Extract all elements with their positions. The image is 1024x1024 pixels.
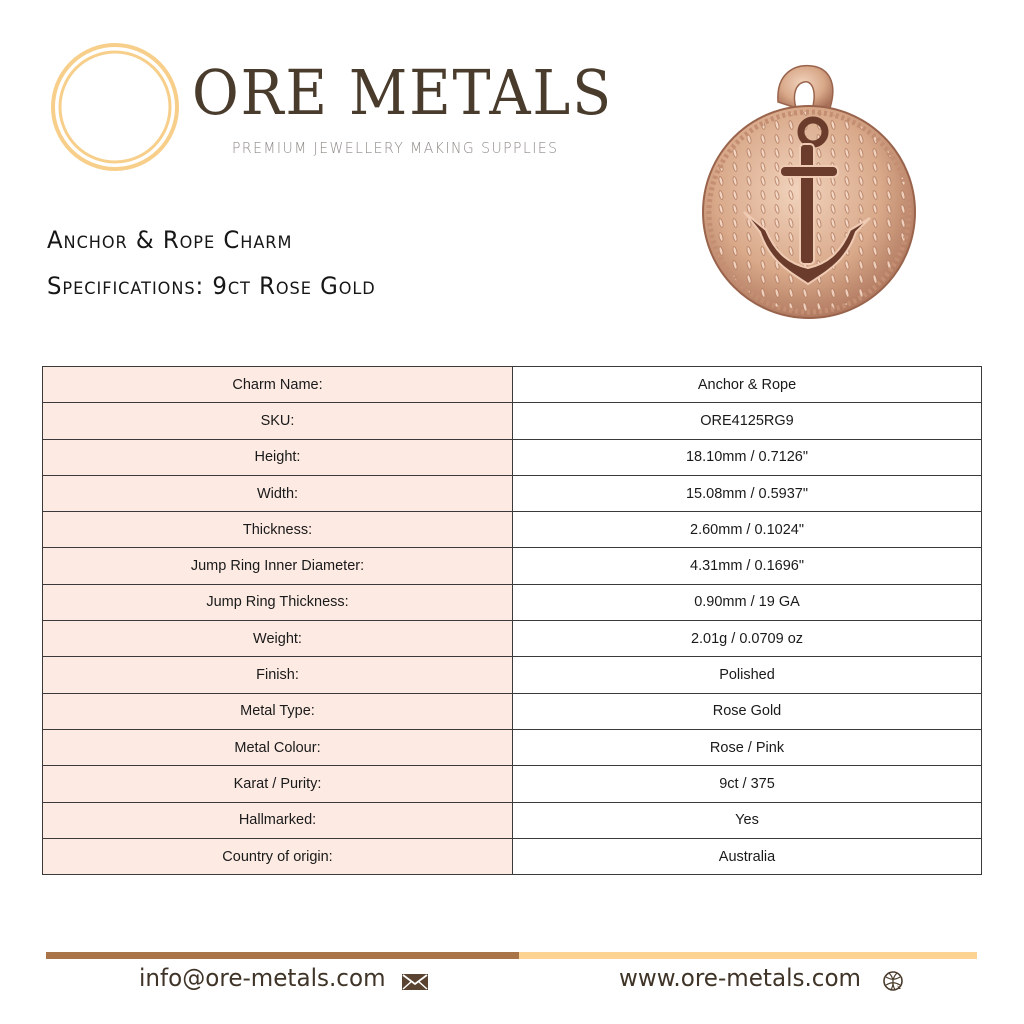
spec-value: 2.01g / 0.0709 oz bbox=[513, 621, 982, 657]
spec-value: 15.08mm / 0.5937" bbox=[513, 475, 982, 511]
table-row bbox=[43, 693, 982, 729]
table-row bbox=[43, 621, 982, 657]
footer-bar-dark bbox=[46, 952, 519, 959]
table-row bbox=[43, 838, 982, 874]
spec-label: Metal Type: bbox=[43, 693, 513, 729]
spec-label: Hallmarked: bbox=[43, 802, 513, 838]
table-row bbox=[43, 512, 982, 548]
spec-value: ORE4125RG9 bbox=[513, 403, 982, 439]
spec-value: 4.31mm / 0.1696" bbox=[513, 548, 982, 584]
spec-label: Thickness: bbox=[43, 512, 513, 548]
table-row bbox=[43, 403, 982, 439]
spec-label: Height: bbox=[43, 439, 513, 475]
email-link[interactable]: info@ore-metals.com bbox=[139, 964, 386, 992]
spec-label: Width: bbox=[43, 475, 513, 511]
product-title: Anchor & Rope Charm bbox=[47, 226, 293, 254]
table-row bbox=[43, 475, 982, 511]
table-row bbox=[43, 766, 982, 802]
spec-value: Anchor & Rope bbox=[513, 367, 982, 403]
spec-label: Karat / Purity: bbox=[43, 766, 513, 802]
spec-value: Polished bbox=[513, 657, 982, 693]
spec-value: 2.60mm / 0.1024" bbox=[513, 512, 982, 548]
anchor-rope-charm-image bbox=[700, 62, 918, 324]
spec-label: Finish: bbox=[43, 657, 513, 693]
table-row bbox=[43, 367, 982, 403]
spec-value: Rose / Pink bbox=[513, 729, 982, 765]
spec-label: Jump Ring Thickness: bbox=[43, 584, 513, 620]
spec-label: Charm Name: bbox=[43, 367, 513, 403]
spec-value: Australia bbox=[513, 838, 982, 874]
spec-value: 18.10mm / 0.7126" bbox=[513, 439, 982, 475]
envelope-icon bbox=[402, 974, 428, 990]
logo-ring-icon bbox=[50, 42, 180, 172]
spec-label: Weight: bbox=[43, 621, 513, 657]
spec-label: Metal Colour: bbox=[43, 729, 513, 765]
table-row bbox=[43, 657, 982, 693]
spec-label: Jump Ring Inner Diameter: bbox=[43, 548, 513, 584]
footer-bar-light bbox=[519, 952, 977, 959]
website-link[interactable]: www.ore-metals.com bbox=[619, 964, 862, 992]
globe-icon bbox=[882, 970, 904, 992]
brand-name: ORE METALS bbox=[192, 56, 614, 129]
spec-value: 9ct / 375 bbox=[513, 766, 982, 802]
specifications-table bbox=[42, 366, 982, 875]
table-row bbox=[43, 548, 982, 584]
table-row bbox=[43, 802, 982, 838]
spec-value: Rose Gold bbox=[513, 693, 982, 729]
brand-tagline: PREMIUM JEWELLERY MAKING SUPPLIES bbox=[232, 139, 559, 157]
spec-value: Yes bbox=[513, 802, 982, 838]
product-subtitle: Specifications: 9ct Rose Gold bbox=[47, 272, 376, 300]
spec-value: 0.90mm / 19 GA bbox=[513, 584, 982, 620]
spec-label: Country of origin: bbox=[43, 838, 513, 874]
table-row bbox=[43, 439, 982, 475]
spec-label: SKU: bbox=[43, 403, 513, 439]
table-row bbox=[43, 729, 982, 765]
table-row bbox=[43, 584, 982, 620]
